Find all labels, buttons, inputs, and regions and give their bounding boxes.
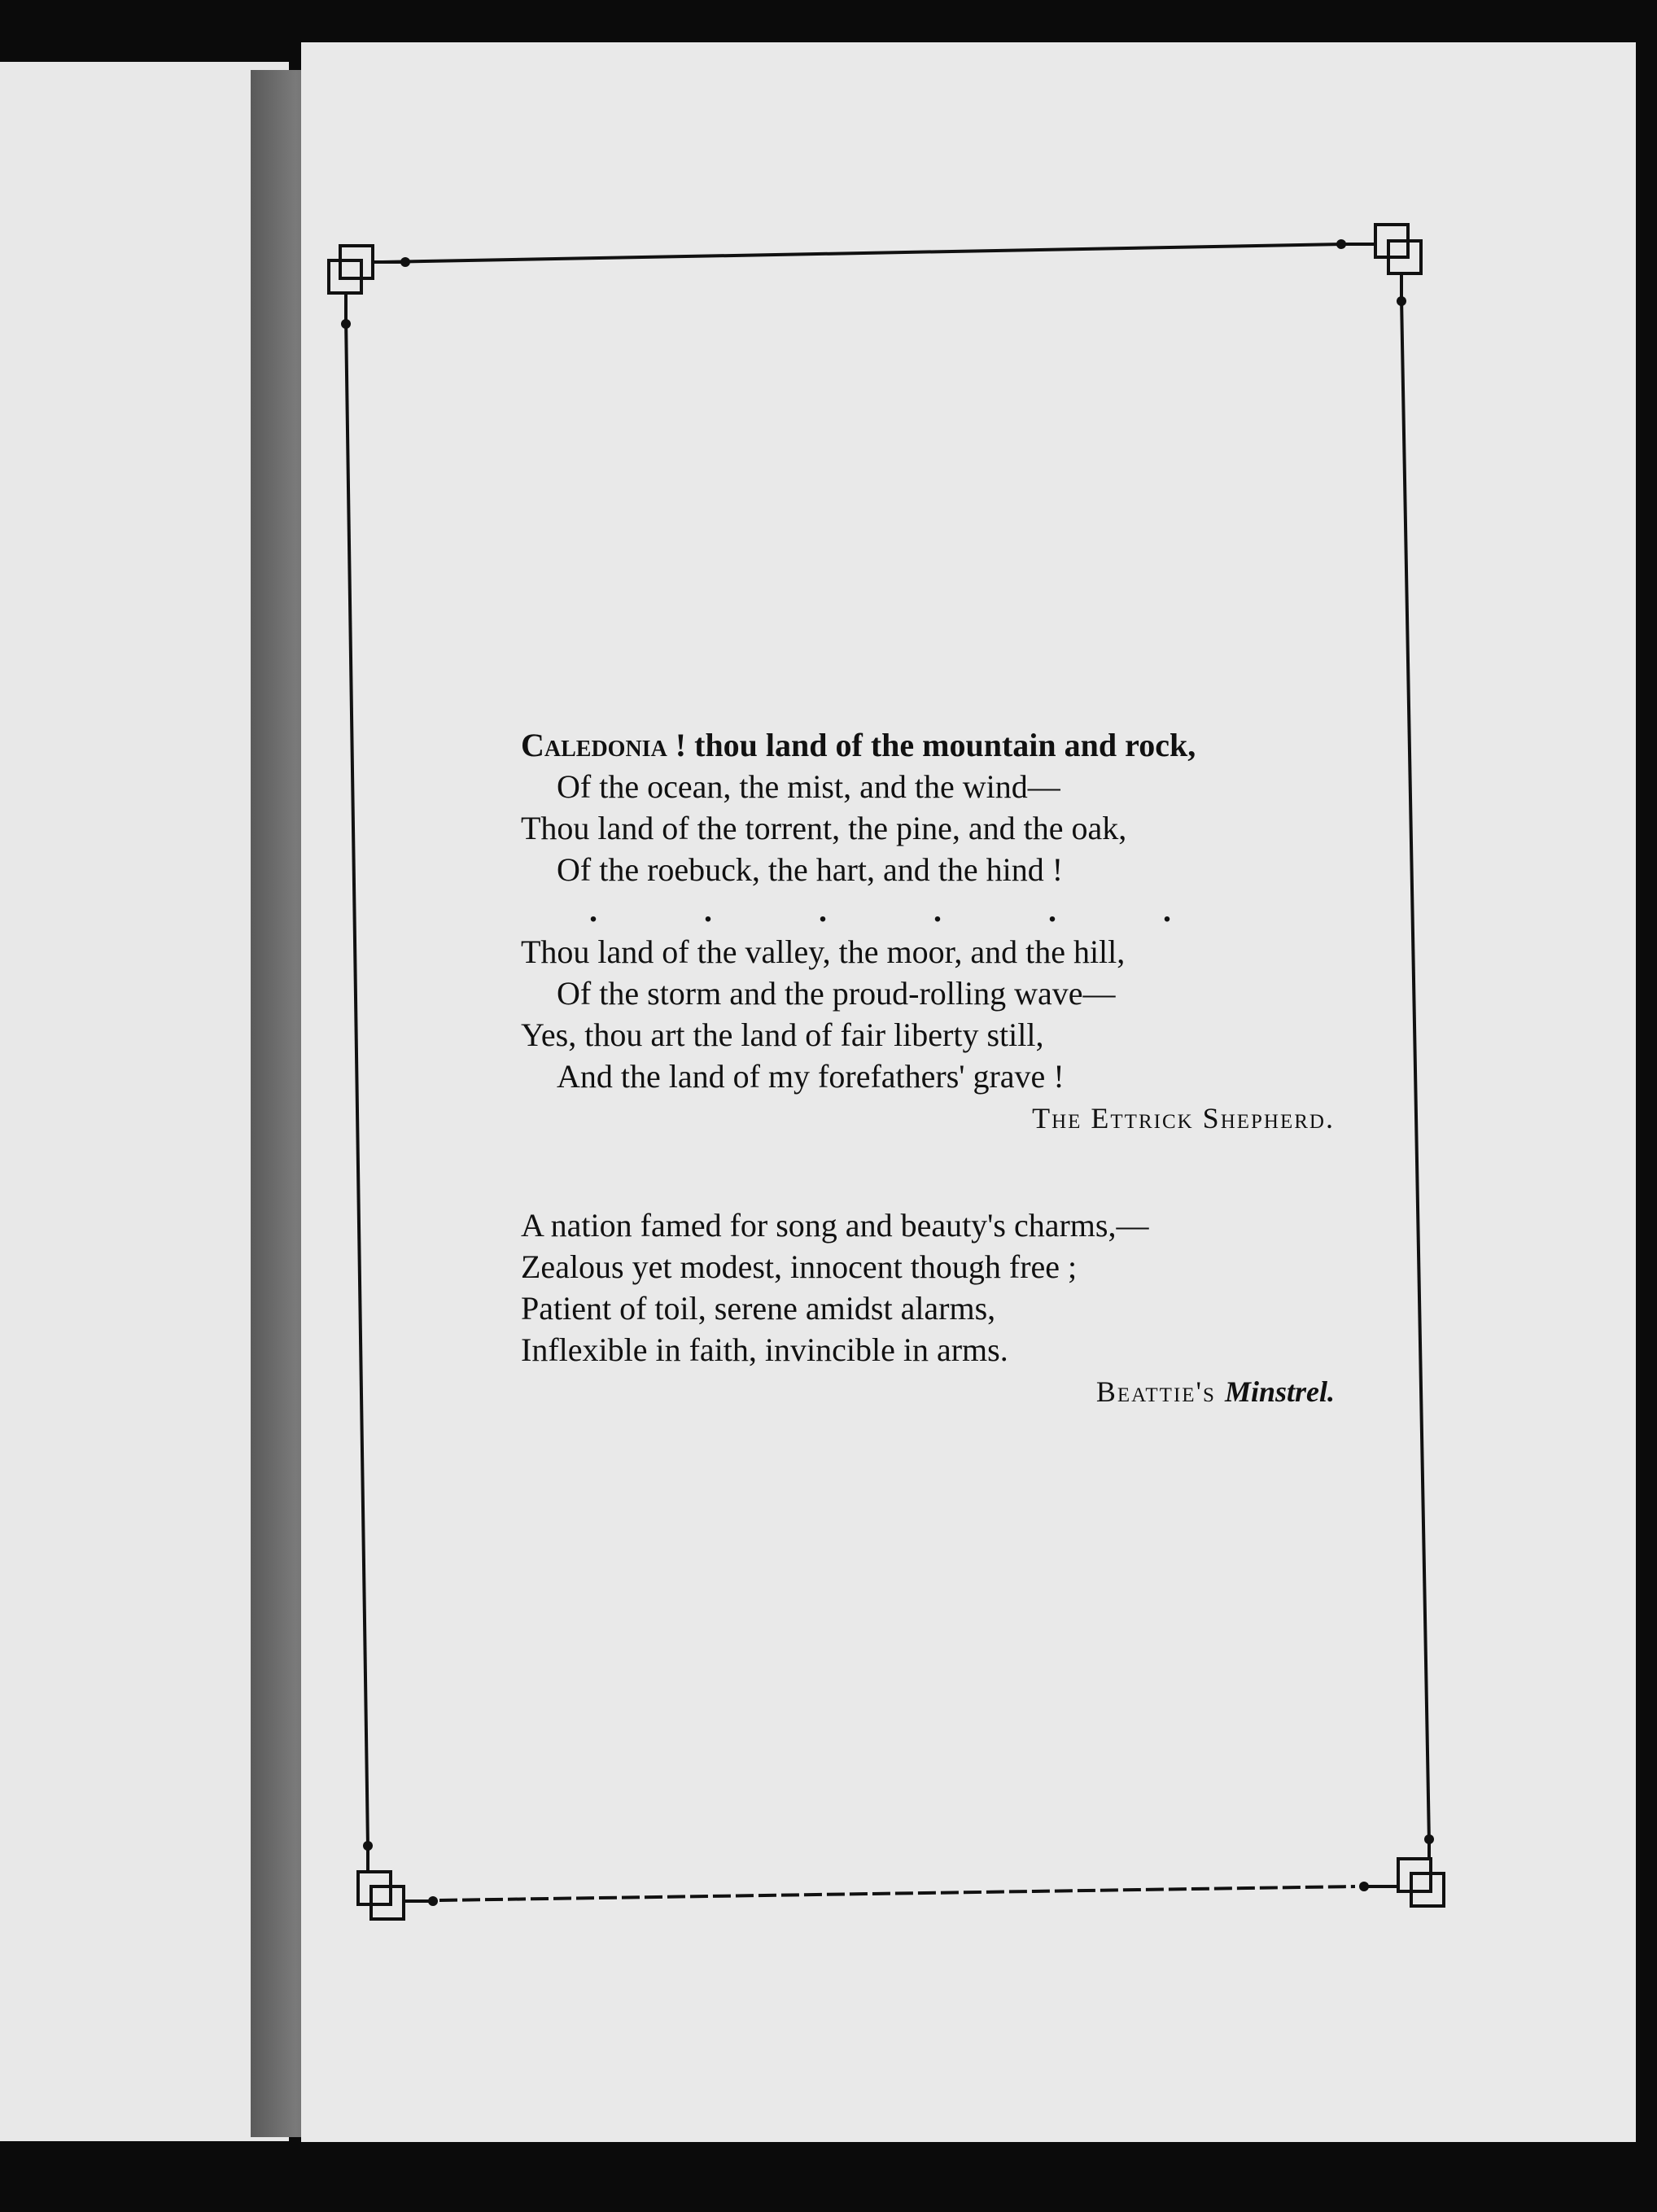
poem1-line-6: Of the storm and the proud-rolling wave— [557, 975, 1116, 1012]
border-right-line [1401, 297, 1429, 1843]
corner-ornament-bottom-left [358, 1847, 431, 1919]
poem2-line-2: Zealous yet modest, innocent though free ; [521, 1248, 1078, 1285]
poem1-line-1: Caledonia ! thou land of the mountain and rock, [521, 727, 1196, 763]
poem1-line-5: Thou land of the valley, the moor, and the hill, [521, 933, 1126, 970]
poem2-attribution-author: Beattie's [1095, 1375, 1225, 1408]
poem-text [521, 724, 1351, 1413]
poem2-line-1: A nation famed for song and beauty's charms,— [521, 1207, 1149, 1244]
border-top-line [383, 244, 1343, 262]
ellipsis-row: . . . . . . [589, 892, 1171, 929]
poem1-line-8: And the land of my forefathers' grave ! [557, 1058, 1065, 1095]
border-left-line [346, 317, 368, 1847]
corner-ornament-top-left [329, 246, 405, 321]
poem2-line-4: Inflexible in faith, invincible in arms. [521, 1331, 1008, 1368]
corner-ornament-top-right [1343, 225, 1421, 299]
poem1-line-4: Of the roebuck, the hart, and the hind ! [557, 851, 1064, 888]
poem1-attribution: The Ettrick Shepherd. [1032, 1102, 1335, 1134]
poem1-lead-word: Caledonia [521, 727, 667, 763]
poem1-line-3: Thou land of the torrent, the pine, and the oak, [521, 810, 1127, 846]
poem2-attribution-work: Minstrel. [1224, 1375, 1335, 1408]
corner-ornament-bottom-right [1366, 1841, 1444, 1906]
poem2-attribution [521, 1370, 1351, 1413]
poem2-line-3: Patient of toil, serene amidst alarms, [521, 1290, 996, 1327]
border-bottom-line [439, 1886, 1355, 1900]
poem1-line-7: Yes, thou art the land of fair liberty still, [521, 1016, 1044, 1053]
poem1-line-2: Of the ocean, the mist, and the wind— [557, 768, 1060, 805]
